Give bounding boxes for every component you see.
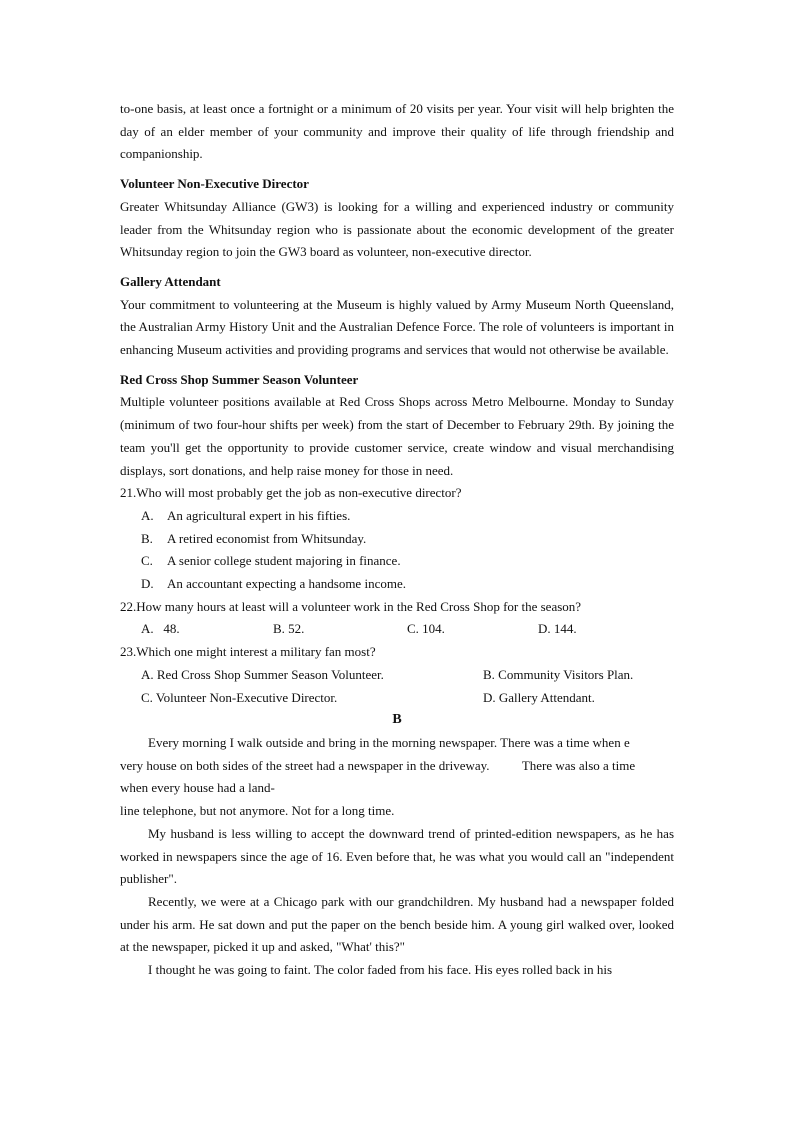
option-text: A retired economist from Whitsunday.: [167, 530, 367, 546]
q23-options-row-2: [141, 687, 674, 710]
q21-option-a: [141, 505, 674, 528]
section-body-red-cross: Multiple volunteer positions available at Red Cross Shops across Metro Melbourne. Monday to Sunday (minimum of two four-hour shifts per week) from the start of December to February 29th. By joining the team you'll get the opportunity to provide customer service, create window and visual merchandising displays, sort donations, and help raise money for those in need.: [120, 394, 674, 478]
passage-b-paragraph-3: Recently, we were at a Chicago park with our grandchildren. My husband had a newspaper folded under his arm. He sat down and put the paper on the bench beside him. A young girl walked over, looked at the newspaper, picked it up and asked, "What' this?": [120, 893, 674, 955]
q22-option-a: A. 48.: [141, 621, 180, 637]
option-text: An accountant expecting a handsome income.: [167, 576, 406, 592]
q23-option-a: A. Red Cross Shop Summer Season Volunteer.: [141, 666, 384, 682]
section-heading-red-cross: Red Cross Shop Summer Season Volunteer: [120, 371, 359, 387]
option-letter: A.: [141, 507, 154, 523]
q23-option-d: D. Gallery Attendant.: [483, 689, 595, 705]
q22-option-c: C. 104.: [407, 621, 445, 637]
q22-option-b: B. 52.: [273, 621, 305, 637]
section-body-director: Greater Whitsunday Alliance (GW3) is looking for a willing and experienced industry or community leader from the Whitsunday region who is passionate about the economic development of the greater Whitsunday region to join the GW3 board as volunteer, non-executive director.: [120, 198, 674, 260]
question-23: 23.Which one might interest a military fan most?: [120, 644, 376, 660]
section-heading-gallery: Gallery Attendant: [120, 273, 221, 289]
q22-option-d: D. 144.: [538, 621, 577, 637]
q21-option-d: [141, 573, 674, 596]
intro-paragraph: to-one basis, at least once a fortnight or a minimum of 20 visits per year. Your visit will help brighten the day of an elder member of your community and improve their quality of life through friendship and companionship.: [120, 101, 674, 162]
q22-options: [141, 618, 674, 641]
passage-b-paragraph-4: I thought he was going to faint. The color faded from his face. His eyes rolled back in his: [148, 962, 613, 978]
option-text: A senior college student majoring in finance.: [167, 553, 401, 569]
q23-option-b: B. Community Visitors Plan.: [483, 666, 634, 682]
passage-b-line-3: when every house had a land-: [120, 780, 275, 796]
q21-option-c: [141, 550, 674, 573]
option-letter: B.: [141, 530, 153, 546]
q21-option-b: [141, 528, 674, 551]
question-21: 21.Who will most probably get the job as non-executive director?: [120, 485, 462, 501]
option-text: An agricultural expert in his fifties.: [167, 507, 351, 523]
option-letter: D.: [141, 576, 154, 592]
passage-b-line-2: very house on both sides of the street had a newspaper in the driveway. There was also a time: [120, 757, 636, 773]
q23-option-c: C. Volunteer Non-Executive Director.: [141, 689, 338, 705]
option-letter: C.: [141, 553, 153, 569]
passage-b-paragraph-2: My husband is less willing to accept the downward trend of printed-edition newspapers, as he has worked in newspapers since the age of 16. Even before that, he was what you would call an "independent publisher".: [120, 825, 674, 887]
document-page: [120, 98, 674, 982]
passage-b-line-1: Every morning I walk outside and bring in the morning newspaper. There was a time when e: [148, 734, 630, 750]
question-22: 22.How many hours at least will a volunteer work in the Red Cross Shop for the season?: [120, 598, 582, 614]
section-heading-director: Volunteer Non-Executive Director: [120, 176, 309, 192]
passage-b-line-4: line telephone, but not anymore. Not for a long time.: [120, 803, 395, 819]
q23-options-row-1: [141, 664, 674, 687]
passage-b-heading: B: [392, 712, 402, 728]
section-body-gallery: Your commitment to volunteering at the Museum is highly valued by Army Museum North Queensland, the Australian Army History Unit and the Australian Defence Force. The role of volunteers is important in enhancing Museum activities and providing programs and services that would not otherwise be available.: [120, 296, 674, 358]
